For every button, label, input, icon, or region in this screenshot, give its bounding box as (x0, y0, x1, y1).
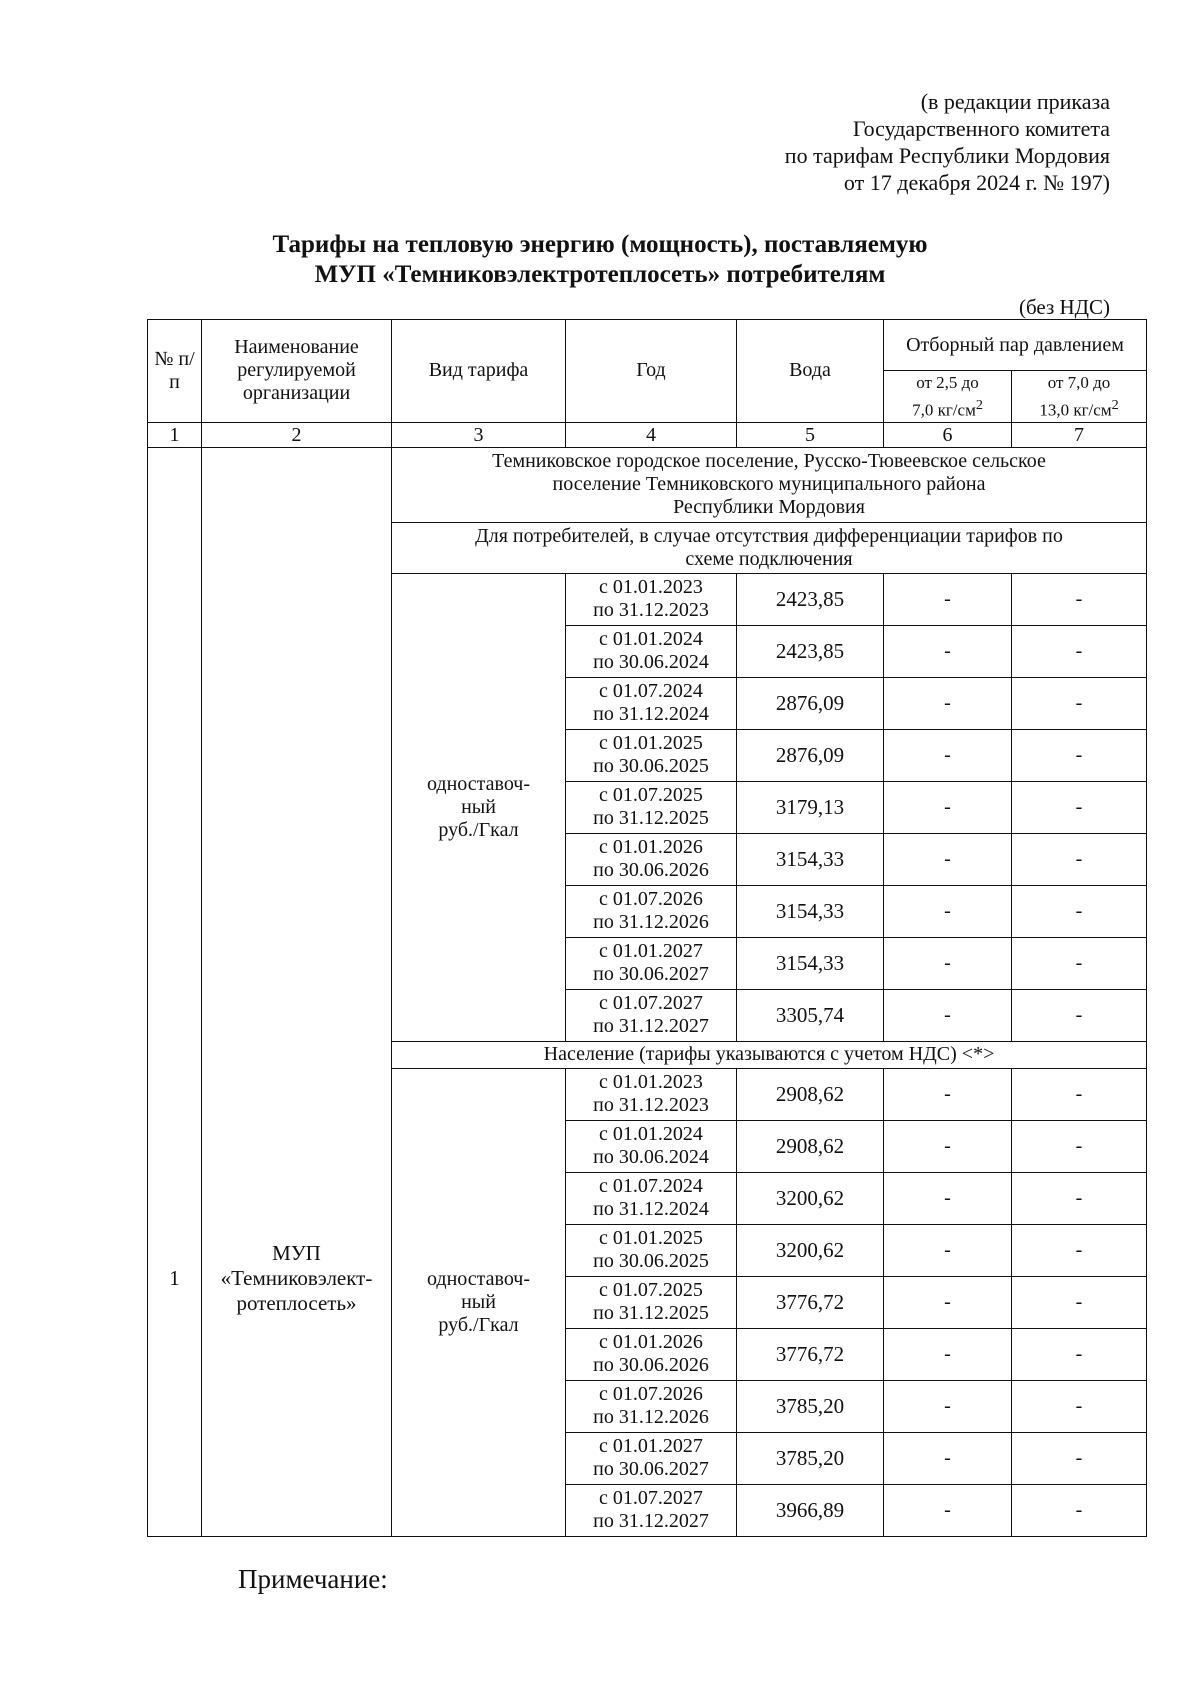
pressure-1-line-2: 7,0 кг/см (912, 400, 976, 420)
period-from: с 01.01.2023 (599, 1071, 703, 1094)
document-title (0, 230, 1200, 290)
period-cell (566, 677, 737, 729)
pressure-2-line-1: от 7,0 до (1047, 373, 1111, 392)
steam-2-7-cell: - (884, 1276, 1012, 1328)
period-from: с 01.07.2024 (599, 1175, 703, 1198)
tariff-type-line: ный (461, 795, 496, 818)
tariff-table (147, 319, 1147, 1537)
pressure-2-line-2: 13,0 кг/см (1039, 400, 1112, 420)
header-org: Наименование регулируемой организации (202, 320, 392, 423)
header-water: Вода (737, 320, 884, 423)
steam-7-13-cell: - (1012, 885, 1147, 937)
period-to: по 30.06.2025 (593, 1250, 709, 1273)
vat-note: (без НДС) (1018, 295, 1110, 319)
steam-2-7-cell: - (884, 937, 1012, 989)
steam-7-13-cell: - (1012, 1172, 1147, 1224)
col-number: 7 (1012, 422, 1147, 447)
section-title (392, 1041, 1147, 1068)
period-cell (566, 1328, 737, 1380)
period-cell (566, 1484, 737, 1536)
period-to: по 31.12.2023 (593, 1094, 709, 1117)
tariff-type-cell (392, 1068, 566, 1536)
water-tariff-cell: 3154,33 (737, 833, 884, 885)
tariff-type-line: одноставоч- (426, 772, 531, 795)
water-tariff-cell: 3200,62 (737, 1224, 884, 1276)
period-cell (566, 729, 737, 781)
period-from: с 01.01.2027 (599, 1435, 703, 1458)
period-from: с 01.01.2024 (599, 1123, 703, 1146)
water-tariff-cell: 2876,09 (737, 729, 884, 781)
col-number: 3 (392, 422, 566, 447)
pressure-1-line-1: от 2,5 до (916, 373, 979, 392)
water-tariff-cell: 3179,13 (737, 781, 884, 833)
superscript: 2 (1111, 397, 1119, 413)
period-cell (566, 1432, 737, 1484)
period-from: с 01.01.2025 (599, 732, 703, 755)
period-from: с 01.07.2025 (599, 1279, 703, 1302)
tariff-type-cell (392, 573, 566, 1041)
period-from: с 01.01.2026 (599, 836, 703, 859)
period-cell (566, 1224, 737, 1276)
period-from: с 01.07.2027 (599, 1487, 703, 1510)
water-tariff-cell: 3305,74 (737, 989, 884, 1041)
period-cell (566, 1276, 737, 1328)
water-tariff-cell: 2423,85 (737, 573, 884, 625)
steam-2-7-cell: - (884, 677, 1012, 729)
period-from: с 01.01.2026 (599, 1331, 703, 1354)
steam-7-13-cell: - (1012, 677, 1147, 729)
water-tariff-cell: 3154,33 (737, 937, 884, 989)
steam-7-13-cell: - (1012, 937, 1147, 989)
period-from: с 01.07.2024 (599, 680, 703, 703)
period-cell (566, 885, 737, 937)
period-cell (566, 937, 737, 989)
steam-7-13-cell: - (1012, 833, 1147, 885)
period-to: по 30.06.2026 (593, 1354, 709, 1377)
steam-7-13-cell: - (1012, 1380, 1147, 1432)
period-from: с 01.07.2025 (599, 784, 703, 807)
territory-line: Темниковское городское поселение, Русско-Тювеевское сельское (492, 450, 1046, 473)
period-to: по 31.12.2025 (593, 1302, 709, 1325)
period-cell (566, 625, 737, 677)
org-name (204, 1241, 389, 1316)
period-cell (566, 833, 737, 885)
steam-7-13-cell: - (1012, 1224, 1147, 1276)
steam-2-7-cell: - (884, 781, 1012, 833)
period-to: по 31.12.2024 (593, 1198, 709, 1221)
period-to: по 30.06.2024 (593, 1146, 709, 1169)
section-title (392, 522, 1147, 573)
section-title-line: Для потребителей, в случае отсутствия дифференциации тарифов по (475, 524, 1063, 547)
section-title-line: схеме подключения (685, 547, 853, 570)
period-to: по 31.12.2025 (593, 807, 709, 830)
period-cell (566, 1068, 737, 1120)
steam-2-7-cell: - (884, 729, 1012, 781)
steam-2-7-cell: - (884, 625, 1012, 677)
header-pressure-2 (1012, 371, 1147, 423)
period-cell (566, 1172, 737, 1224)
steam-2-7-cell: - (884, 1328, 1012, 1380)
steam-7-13-cell: - (1012, 1276, 1147, 1328)
water-tariff-cell: 2423,85 (737, 625, 884, 677)
col-number: 5 (737, 422, 884, 447)
steam-7-13-cell: - (1012, 729, 1147, 781)
steam-7-13-cell: - (1012, 573, 1147, 625)
org-name-line: МУП (272, 1240, 321, 1265)
steam-7-13-cell: - (1012, 989, 1147, 1041)
period-from: с 01.01.2023 (599, 576, 703, 599)
steam-7-13-cell: - (1012, 1068, 1147, 1120)
period-from: с 01.01.2025 (599, 1227, 703, 1250)
period-to: по 31.12.2026 (593, 1406, 709, 1429)
tariff-type-line: ный (461, 1290, 496, 1313)
water-tariff-cell: 2908,62 (737, 1068, 884, 1120)
steam-2-7-cell: - (884, 1172, 1012, 1224)
note-label: Примечание: (238, 1564, 388, 1594)
period-to: по 31.12.2027 (593, 1015, 709, 1038)
period-to: по 31.12.2024 (593, 703, 709, 726)
period-cell (566, 1120, 737, 1172)
period-cell (566, 781, 737, 833)
header-pressure-1 (884, 371, 1012, 423)
steam-7-13-cell: - (1012, 1484, 1147, 1536)
col-number: 1 (148, 422, 202, 447)
steam-2-7-cell: - (884, 1120, 1012, 1172)
steam-7-13-cell: - (1012, 1328, 1147, 1380)
steam-2-7-cell: - (884, 1484, 1012, 1536)
period-from: с 01.01.2027 (599, 940, 703, 963)
tariff-type-line: одноставоч- (426, 1267, 531, 1290)
territory-line: поселение Темниковского муниципального района (552, 473, 986, 496)
steam-2-7-cell: - (884, 573, 1012, 625)
superscript: 2 (975, 397, 983, 413)
period-to: по 31.12.2027 (593, 1510, 709, 1533)
steam-2-7-cell: - (884, 1224, 1012, 1276)
header-tariff-type: Вид тарифа (392, 320, 566, 423)
edition-line: (в редакции приказа (920, 89, 1110, 114)
steam-7-13-cell: - (1012, 1120, 1147, 1172)
period-to: по 30.06.2026 (593, 859, 709, 882)
tariff-type-line: руб./Гкал (438, 818, 519, 841)
edition-line: от 17 декабря 2024 г. № 197) (843, 170, 1110, 195)
header-year: Год (566, 320, 737, 423)
col-number: 2 (202, 422, 392, 447)
water-tariff-cell: 3200,62 (737, 1172, 884, 1224)
col-number: 6 (884, 422, 1012, 447)
steam-2-7-cell: - (884, 989, 1012, 1041)
period-cell (566, 989, 737, 1041)
title-line-1: Тарифы на тепловую энергию (мощность), поставляемую (272, 231, 928, 258)
edition-line: по тарифам Республики Мордовия (784, 143, 1110, 168)
period-to: по 31.12.2023 (593, 599, 709, 622)
period-to: по 31.12.2026 (593, 911, 709, 934)
period-to: по 30.06.2027 (593, 963, 709, 986)
period-to: по 30.06.2024 (593, 651, 709, 674)
edition-line: Государственного комитета (852, 116, 1110, 141)
steam-2-7-cell: - (884, 1380, 1012, 1432)
title-line-2: МУП «Темниковэлектротеплосеть» потребителям (314, 261, 886, 288)
steam-2-7-cell: - (884, 1068, 1012, 1120)
section-title-line: Население (тарифы указываются с учетом НДС) <*> (543, 1043, 995, 1066)
water-tariff-cell: 3154,33 (737, 885, 884, 937)
header-num: № п/п (148, 320, 202, 423)
tariff-type-line: руб./Гкал (438, 1313, 519, 1336)
water-tariff-cell: 3785,20 (737, 1380, 884, 1432)
period-to: по 30.06.2027 (593, 1458, 709, 1481)
water-tariff-cell: 3785,20 (737, 1432, 884, 1484)
edition-note (785, 88, 1110, 196)
row-number: 1 (169, 1265, 180, 1290)
water-tariff-cell: 3776,72 (737, 1328, 884, 1380)
steam-7-13-cell: - (1012, 1432, 1147, 1484)
steam-2-7-cell: - (884, 885, 1012, 937)
steam-2-7-cell: - (884, 1432, 1012, 1484)
period-from: с 01.07.2026 (599, 1383, 703, 1406)
period-to: по 30.06.2025 (593, 755, 709, 778)
period-from: с 01.01.2024 (599, 628, 703, 651)
water-tariff-cell: 2876,09 (737, 677, 884, 729)
steam-2-7-cell: - (884, 833, 1012, 885)
row-number-cell (148, 447, 202, 1536)
period-from: с 01.07.2027 (599, 992, 703, 1015)
territory-line: Республики Мордовия (673, 496, 865, 519)
col-number: 4 (566, 422, 737, 447)
water-tariff-cell: 3776,72 (737, 1276, 884, 1328)
period-cell (566, 573, 737, 625)
territory-cell (392, 447, 1147, 522)
period-cell (566, 1380, 737, 1432)
org-cell (202, 447, 392, 1536)
org-name-line: «Темниковэлект- (220, 1265, 373, 1290)
org-name-line: ротеплосеть» (236, 1290, 357, 1315)
steam-7-13-cell: - (1012, 625, 1147, 677)
water-tariff-cell: 2908,62 (737, 1120, 884, 1172)
steam-7-13-cell: - (1012, 781, 1147, 833)
period-from: с 01.07.2026 (599, 888, 703, 911)
water-tariff-cell: 3966,89 (737, 1484, 884, 1536)
header-steam: Отборный пар давлением (884, 320, 1147, 371)
